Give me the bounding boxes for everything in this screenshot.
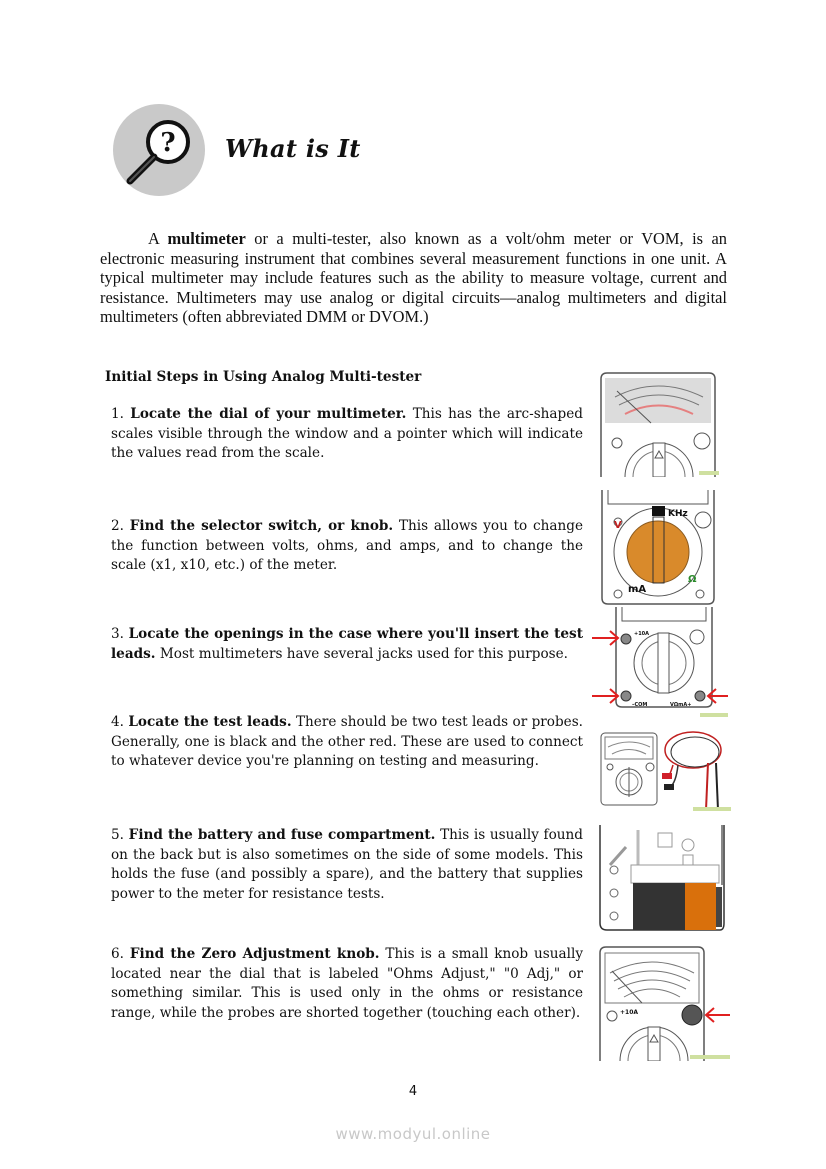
zero-adjust-knob-illustration <box>598 943 733 1061</box>
step-number: 2. <box>111 518 124 534</box>
ohms-label: Ω <box>688 574 697 585</box>
step-3 <box>111 625 583 664</box>
magnifier-question-icon <box>113 104 205 196</box>
multimeter-dial-illustration <box>599 371 719 477</box>
svg-text:?: ? <box>160 128 176 158</box>
step-2 <box>111 517 583 576</box>
step-title: Locate the test leads. <box>128 714 292 730</box>
what-is-it-icon <box>113 104 205 196</box>
step-body: There should be two test leads or probes. Generally, one is black and the other red. These are used to connect to whatever device you're planning on testing and measuring. <box>111 714 583 770</box>
watermark: www.modyul.online <box>335 1125 491 1143</box>
step-number: 5. <box>111 827 124 843</box>
page-title: What is It <box>225 134 361 163</box>
step-title: Find the Zero Adjustment knob. <box>129 946 380 962</box>
step-body: This is usually found on the back but is also sometimes on the side of some models. This holds the fuse (and possibly a spare), and the battery that supplies power to the meter for resistance tests. <box>111 827 583 902</box>
battery-compartment-illustration <box>598 825 728 932</box>
test-leads-illustration <box>598 725 733 815</box>
step-number: 4. <box>111 714 124 730</box>
jack-com-label: –COM <box>632 702 648 708</box>
step-number: 3. <box>111 626 124 642</box>
step-title: Find the selector switch, or knob. <box>129 518 394 534</box>
jack-10a-label: +10A <box>620 1009 639 1016</box>
step-6 <box>111 945 583 1023</box>
volts-label: V <box>614 520 622 531</box>
section-heading: Initial Steps in Using Analog Multi-tester <box>105 369 422 385</box>
intro-body: or a multi-tester, also known as a volt/ohm meter or VOM, is an electronic measuring instrument that combines several measurement functions in one unit. A typical multimeter may include features such as the ability to measure voltage, current and resistance. Multimeters may use analog or digital circuits—analog multimeters and digital multimeters (often abbreviated DMM or DVOM.) <box>100 229 727 327</box>
step-title: Locate the openings in the case where you'll insert the test leads. <box>111 626 583 662</box>
intro-lead: A <box>148 229 168 248</box>
page-number: 4 <box>408 1084 418 1099</box>
step-body: This has the arc-shaped scales visible through the window and a pointer which will indicate the values read from the scale. <box>111 406 583 462</box>
step-title: Find the battery and fuse compartment. <box>128 827 436 843</box>
jacks-illustration <box>588 607 730 719</box>
intro-term: multimeter <box>167 229 246 248</box>
step-body: This is a small knob usually located near the dial that is labeled "Ohms Adjust," "0 Adj," or something similar. This is used only in the ohms or resistance range, while the probes are shorted together (touching each other). <box>111 946 583 1021</box>
ma-label: mA <box>628 584 647 595</box>
intro-paragraph <box>100 229 727 327</box>
step-body: This allows you to change the function between volts, ohms, and amps, and to change the scale (x1, x10, etc.) of the meter. <box>111 518 583 574</box>
step-1 <box>111 405 583 464</box>
jack-vma-label: VΩmA+ <box>670 702 692 708</box>
step-5 <box>111 826 583 904</box>
step-body: Most multimeters have several jacks used for this purpose. <box>155 645 569 662</box>
step-number: 6. <box>111 946 124 962</box>
step-4 <box>111 713 583 772</box>
step-title: Locate the dial of your multimeter. <box>130 406 407 422</box>
arrow-icon <box>706 1008 730 1022</box>
khz-label: KHz <box>668 509 688 519</box>
selector-knob-illustration <box>600 490 715 607</box>
step-number: 1. <box>111 406 124 422</box>
jack-10a-label: +10A <box>634 631 650 637</box>
